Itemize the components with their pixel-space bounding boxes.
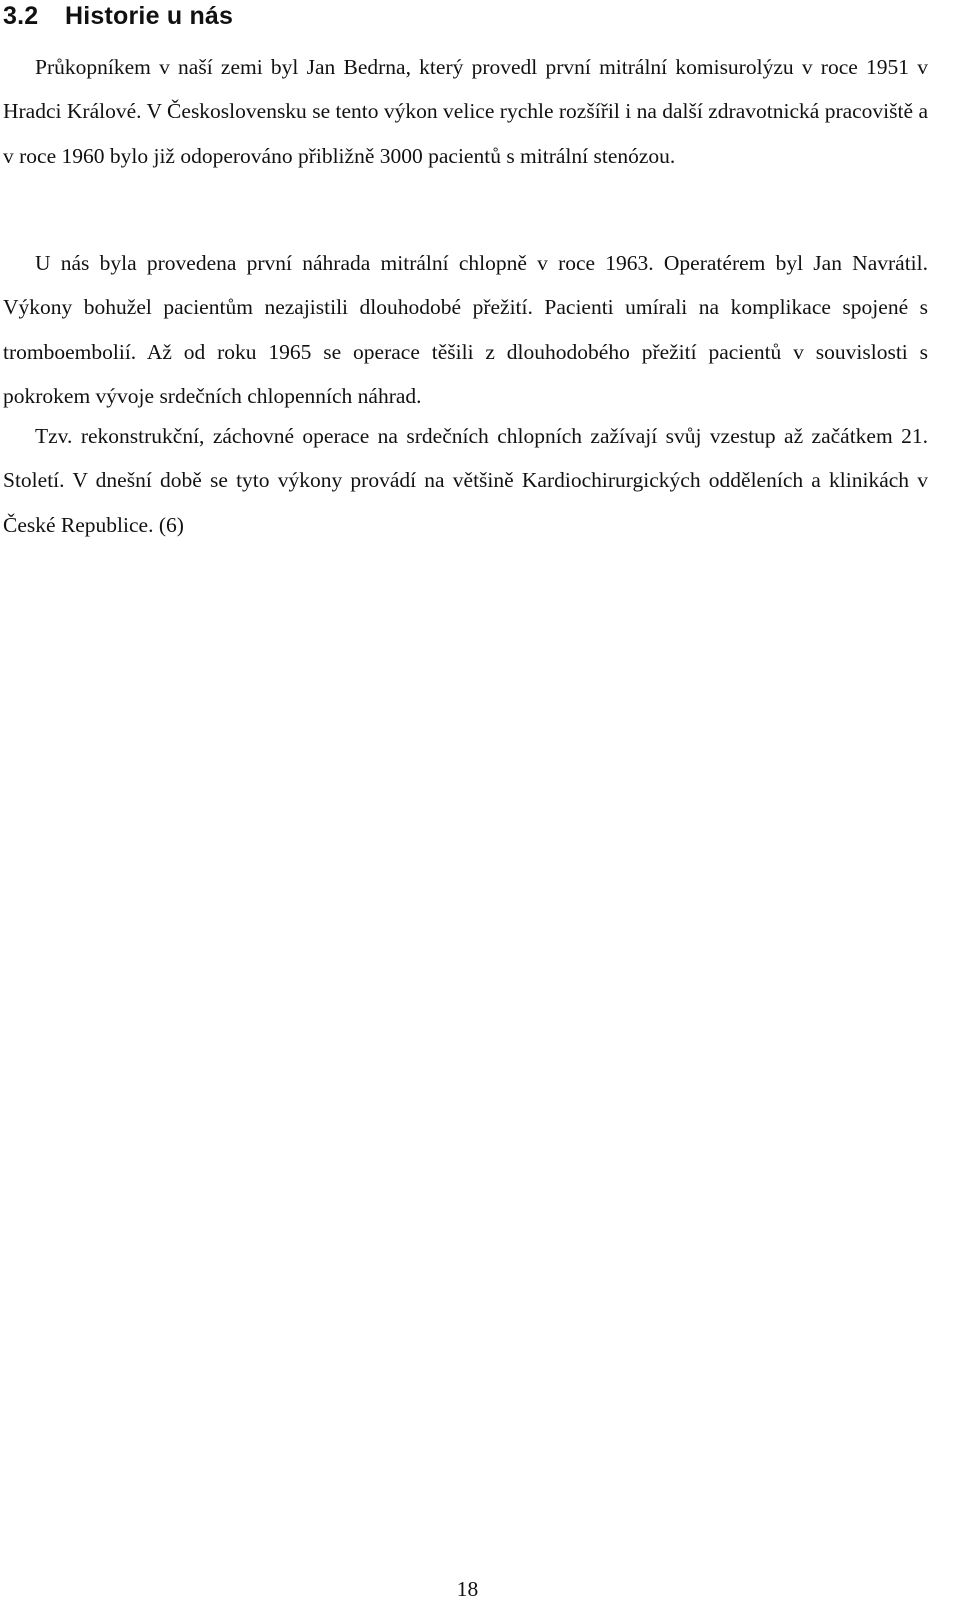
paragraph-bedrna-history: Průkopníkem v naší zemi byl Jan Bedrna, který provedl první mitrální komisurolýzu v roce 1951 v Hradci Králové. V Československu se tento výkon velice rychle rozšířil i na další zdravotnická pracoviště a v roce 1960 bylo již odoperováno přibližně 3000 pacientů s mitrální stenózou. [3, 55, 928, 168]
section-title: Historie u nás [65, 2, 234, 30]
section-number: 3.2 [3, 2, 39, 30]
paragraph-reconstructive-surgery: Tzv. rekonstrukční, záchovné operace na srdečních chlopních zažívají svůj vzestup až začátkem 21. Století. V dnešní době se tyto výkony provádí na většině Kardiochirurgických odděleních a klinikách v České Republice. (6) [3, 424, 928, 537]
page-number: 18 [456, 1577, 479, 1601]
section-heading [3, 0, 233, 32]
paragraph-valve-replacement: U nás byla provedena první náhrada mitrální chlopně v roce 1963. Operatérem byl Jan Navrátil. Výkony bohužel pacientům nezajistili dlouhodobé přežití. Pacienti umírali na komplikace spojené s tromboembolií. Až od roku 1965 se operace těšili z dlouhodobého přežití pacientů v souvislosti s pokrokem vývoje srdečních chlopenních náhrad. [3, 251, 928, 408]
